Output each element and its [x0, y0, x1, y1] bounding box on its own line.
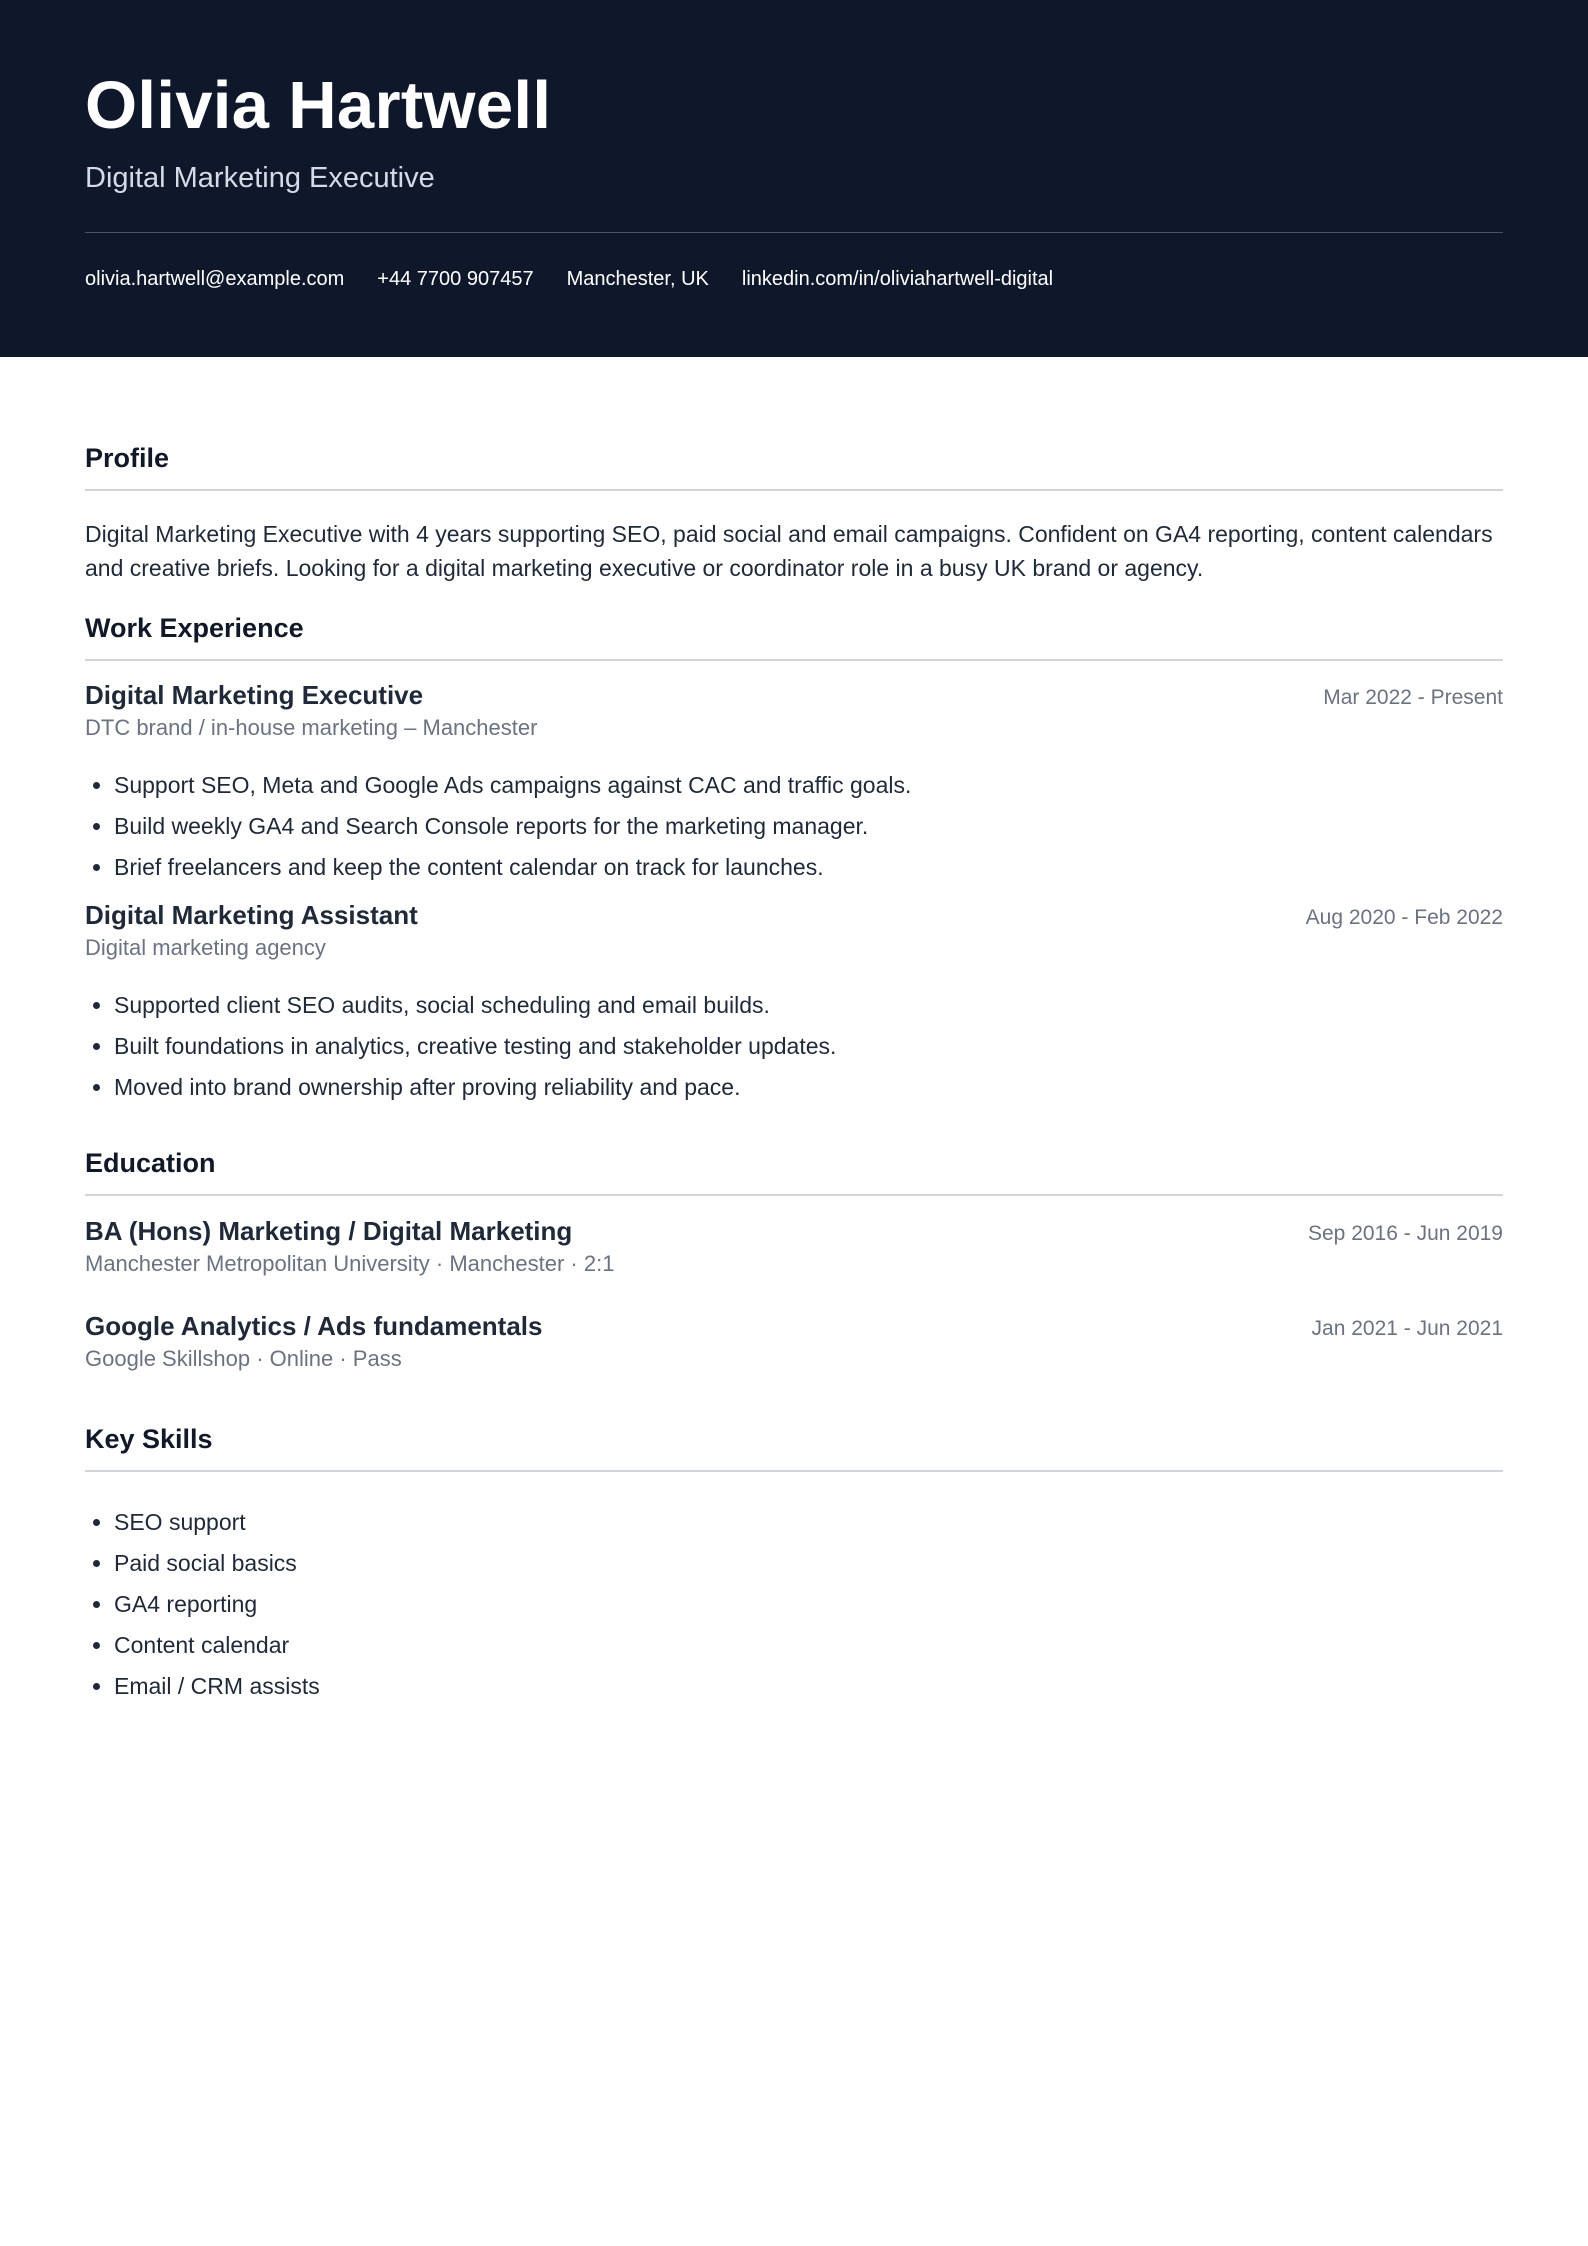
education-dates: Sep 2016 - Jun 2019	[1308, 1222, 1503, 1245]
job-organisation: Digital marketing agency	[85, 935, 326, 960]
skills-heading: Key Skills	[85, 1422, 1503, 1472]
job-entry	[85, 678, 1503, 888]
education-details: Google Skillshop · Online · Pass	[85, 1346, 402, 1371]
job-dates: Aug 2020 - Feb 2022	[1305, 906, 1503, 929]
candidate-title: Digital Marketing Executive	[85, 162, 435, 194]
contact-line	[85, 265, 1503, 293]
skill-item: • SEO support	[114, 1502, 1503, 1543]
profile-section	[85, 441, 1503, 585]
education-dates: Jan 2021 - Jun 2021	[1311, 1317, 1503, 1340]
skill-item: • GA4 reporting	[114, 1584, 1503, 1625]
education-heading: Education	[85, 1146, 1503, 1196]
job-entry-header	[85, 678, 1503, 713]
job-bullet: • Build weekly GA4 and Search Console reports for the marketing manager.	[114, 806, 1503, 847]
education-section	[85, 1146, 1503, 1374]
job-bullet: • Support SEO, Meta and Google Ads campaigns against CAC and traffic goals.	[114, 765, 1503, 806]
skill-item: • Email / CRM assists	[114, 1666, 1503, 1707]
job-entry-header	[85, 898, 1503, 933]
skill-item: • Content calendar	[114, 1625, 1503, 1666]
job-bullet: • Supported client SEO audits, social scheduling and email builds.	[114, 985, 1503, 1026]
job-bullets	[85, 765, 1503, 888]
education-degree: Google Analytics / Ads fundamentals	[85, 1311, 543, 1341]
education-entry-header	[85, 1214, 1503, 1249]
job-role: Digital Marketing Executive	[85, 680, 424, 710]
job-bullet: • Built foundations in analytics, creative testing and stakeholder updates.	[114, 1026, 1503, 1067]
profile-heading: Profile	[85, 441, 1503, 491]
education-details: Manchester Metropolitan University · Manchester · 2:1	[85, 1251, 615, 1276]
contact-location: Manchester, UK	[566, 268, 709, 290]
job-bullet: • Brief freelancers and keep the content calendar on track for launches.	[114, 847, 1503, 888]
experience-heading: Work Experience	[85, 611, 1503, 661]
experience-section	[85, 611, 1503, 1108]
candidate-name: Olivia Hartwell	[85, 68, 552, 143]
job-organisation: DTC brand / in-house marketing – Manchester	[85, 715, 538, 740]
job-role: Digital Marketing Assistant	[85, 900, 418, 930]
contact-email[interactable]: olivia.hartwell@example.com	[85, 268, 345, 290]
job-entry	[85, 898, 1503, 1108]
skills-list	[85, 1502, 1503, 1707]
resume-body	[0, 441, 1588, 1707]
skills-section	[85, 1422, 1503, 1707]
contact-phone[interactable]: +44 7700 907457	[377, 268, 534, 290]
job-bullet: • Moved into brand ownership after proving reliability and pace.	[114, 1067, 1503, 1108]
contact-linkedin[interactable]: linkedin.com/in/oliviahartwell-digital	[741, 268, 1054, 290]
education-entry-header	[85, 1309, 1503, 1344]
education-entry	[85, 1309, 1503, 1374]
job-bullets	[85, 985, 1503, 1108]
resume-header	[0, 0, 1588, 357]
header-divider	[85, 232, 1503, 233]
job-dates: Mar 2022 - Present	[1323, 686, 1503, 709]
education-entry	[85, 1214, 1503, 1279]
skill-item: • Paid social basics	[114, 1543, 1503, 1584]
education-degree: BA (Hons) Marketing / Digital Marketing	[85, 1216, 573, 1246]
profile-summary: Digital Marketing Executive with 4 years supporting SEO, paid social and email campaigns. Confident on GA4 reporting, content calendars and creative briefs. Looking for a digital marketing executive or coordinator role in a busy UK brand or agency.	[85, 521, 1493, 581]
